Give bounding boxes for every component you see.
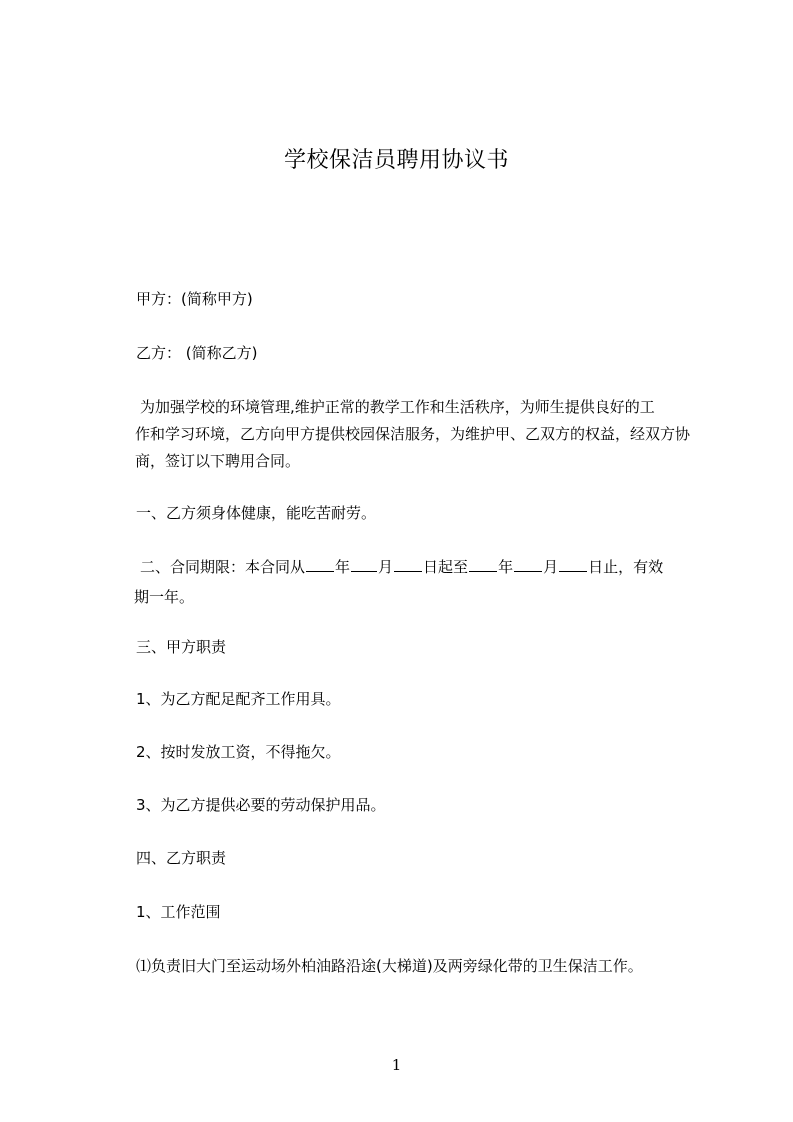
- clause-3-heading: 三、甲方职责: [136, 638, 227, 656]
- intro-line-1: 为加强学校的环境管理,维护正常的教学工作和生活秩序，为师生提供良好的工: [140, 398, 655, 416]
- clause-2-year: 年: [335, 558, 351, 576]
- clause-4-heading: 四、乙方职责: [136, 849, 227, 867]
- clause-2: [136, 554, 707, 611]
- clause-4-item-1: ⑴负责旧大门至运动场外柏油路沿途(大梯道)及两旁绿化带的卫生保洁工作。: [136, 957, 643, 975]
- party-b-line: 乙方： (简称乙方): [136, 344, 258, 362]
- clause-2-line-1: [136, 554, 707, 581]
- party-a-line: 甲方：(简称甲方): [136, 290, 253, 308]
- clause-2-line-2: 期一年。: [134, 588, 195, 606]
- blank-month-from: [351, 557, 377, 572]
- clause-2-month: 月: [378, 558, 394, 576]
- clause-3-item-1: 1、为乙方配足配齐工作用具。: [136, 690, 341, 708]
- clause-2-year-2: 年: [498, 558, 514, 576]
- clause-2-month-2: 月: [543, 558, 559, 576]
- blank-day-from: [394, 557, 422, 572]
- clause-2-prefix: 二、合同期限：本合同从: [140, 558, 306, 576]
- clause-3-item-3: 3、为乙方提供必要的劳动保护用品。: [136, 796, 386, 814]
- intro-line-2: 作和学习环境，乙方向甲方提供校园保洁服务，为维护甲、乙双方的权益，经双方协: [135, 425, 691, 443]
- clause-1: 一、乙方须身体健康，能吃苦耐劳。: [136, 504, 377, 522]
- clause-3-item-2: 2、按时发放工资，不得拖欠。: [136, 743, 341, 761]
- clause-2-day-from: 日起至: [423, 558, 469, 576]
- blank-year-from: [306, 557, 334, 572]
- clause-2-day-to: 日止，有效: [588, 558, 664, 576]
- blank-year-to: [469, 557, 497, 572]
- intro-line-3: 商，签订以下聘用合同。: [135, 452, 301, 470]
- page-number: 1: [391, 1056, 402, 1074]
- clause-4-sub-heading: 1、工作范围: [136, 903, 221, 921]
- document-title: 学校保洁员聘用协议书: [283, 148, 509, 173]
- blank-day-to: [559, 557, 587, 572]
- intro-paragraph: [136, 394, 707, 475]
- blank-month-to: [514, 557, 542, 572]
